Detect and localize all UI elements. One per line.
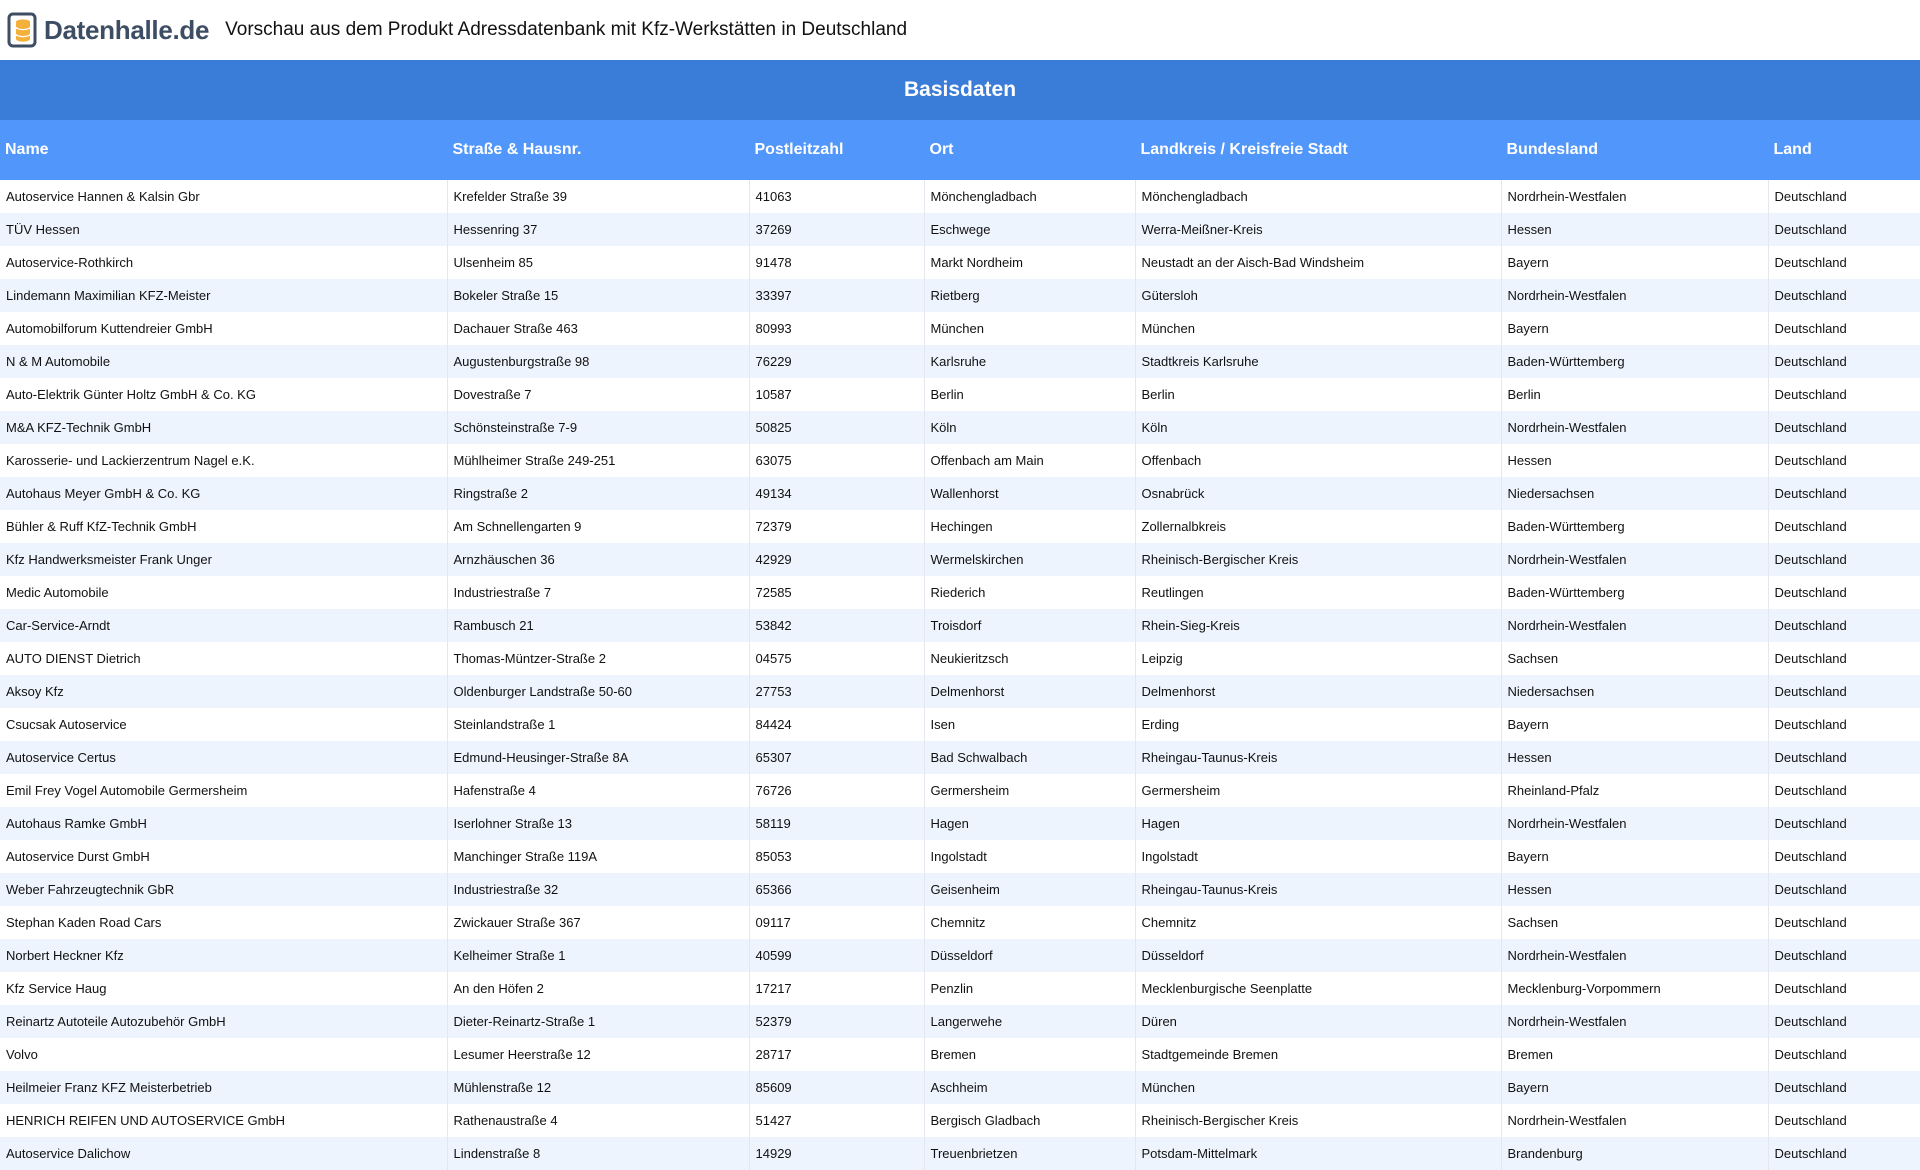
cell-street: Manchinger Straße 119A — [447, 840, 749, 873]
cell-city: Langerwehe — [924, 1005, 1135, 1038]
cell-zip: 58119 — [749, 807, 924, 840]
table-row[interactable] — [0, 939, 1920, 972]
cell-city: Geisenheim — [924, 873, 1135, 906]
cell-zip: 41063 — [749, 180, 924, 213]
cell-zip: 27753 — [749, 675, 924, 708]
cell-city: Offenbach am Main — [924, 444, 1135, 477]
cell-city: Germersheim — [924, 774, 1135, 807]
cell-state: Mecklenburg-Vorpommern — [1501, 972, 1768, 1005]
cell-country: Deutschland — [1768, 1005, 1920, 1038]
cell-name: HENRICH REIFEN UND AUTOSERVICE GmbH — [0, 1104, 447, 1137]
cell-country: Deutschland — [1768, 609, 1920, 642]
cell-name: Autoservice-Rothkirch — [0, 246, 447, 279]
cell-state: Berlin — [1501, 378, 1768, 411]
cell-city: Wallenhorst — [924, 477, 1135, 510]
cell-zip: 52379 — [749, 1005, 924, 1038]
cell-street: Hessenring 37 — [447, 213, 749, 246]
cell-city: Wermelskirchen — [924, 543, 1135, 576]
table-row[interactable] — [0, 1137, 1920, 1170]
cell-state: Niedersachsen — [1501, 675, 1768, 708]
cell-street: Edmund-Heusinger-Straße 8A — [447, 741, 749, 774]
cell-zip: 49134 — [749, 477, 924, 510]
cell-state: Bayern — [1501, 312, 1768, 345]
cell-country: Deutschland — [1768, 1137, 1920, 1170]
table-row[interactable] — [0, 510, 1920, 543]
table-row[interactable] — [0, 576, 1920, 609]
cell-district: Hagen — [1135, 807, 1501, 840]
table-row[interactable] — [0, 873, 1920, 906]
cell-district: Gütersloh — [1135, 279, 1501, 312]
column-header-zip[interactable]: Postleitzahl — [749, 120, 924, 180]
cell-state: Bremen — [1501, 1038, 1768, 1071]
cell-zip: 76726 — [749, 774, 924, 807]
table-row[interactable] — [0, 675, 1920, 708]
cell-city: Karlsruhe — [924, 345, 1135, 378]
cell-zip: 04575 — [749, 642, 924, 675]
cell-country: Deutschland — [1768, 279, 1920, 312]
column-header-district[interactable]: Landkreis / Kreisfreie Stadt — [1135, 120, 1501, 180]
cell-state: Nordrhein-Westfalen — [1501, 543, 1768, 576]
cell-district: Rhein-Sieg-Kreis — [1135, 609, 1501, 642]
cell-street: Schönsteinstraße 7-9 — [447, 411, 749, 444]
cell-zip: 28717 — [749, 1038, 924, 1071]
cell-city: Düsseldorf — [924, 939, 1135, 972]
cell-country: Deutschland — [1768, 708, 1920, 741]
cell-country: Deutschland — [1768, 345, 1920, 378]
cell-zip: 09117 — [749, 906, 924, 939]
cell-country: Deutschland — [1768, 543, 1920, 576]
cell-street: Thomas-Müntzer-Straße 2 — [447, 642, 749, 675]
cell-street: Dachauer Straße 463 — [447, 312, 749, 345]
table-row[interactable] — [0, 1038, 1920, 1071]
cell-district: München — [1135, 312, 1501, 345]
cell-street: Krefelder Straße 39 — [447, 180, 749, 213]
column-header-city[interactable]: Ort — [924, 120, 1135, 180]
cell-name: Kfz Handwerksmeister Frank Unger — [0, 543, 447, 576]
logo-text: Datenhalle.de — [44, 14, 210, 45]
cell-street: Rambusch 21 — [447, 609, 749, 642]
top-bar — [0, 0, 1920, 60]
table-row[interactable] — [0, 708, 1920, 741]
cell-country: Deutschland — [1768, 774, 1920, 807]
cell-name: Autoservice Certus — [0, 741, 447, 774]
group-header-row — [0, 60, 1920, 120]
cell-district: Delmenhorst — [1135, 675, 1501, 708]
table-row[interactable] — [0, 741, 1920, 774]
cell-zip: 63075 — [749, 444, 924, 477]
cell-country: Deutschland — [1768, 246, 1920, 279]
cell-state: Hessen — [1501, 873, 1768, 906]
cell-district: Leipzig — [1135, 642, 1501, 675]
cell-zip: 84424 — [749, 708, 924, 741]
cell-name: Karosserie- und Lackierzentrum Nagel e.K. — [0, 444, 447, 477]
cell-zip: 80993 — [749, 312, 924, 345]
column-header-country[interactable]: Land — [1768, 120, 1920, 180]
cell-name: TÜV Hessen — [0, 213, 447, 246]
table-row[interactable] — [0, 609, 1920, 642]
cell-district: Mönchengladbach — [1135, 180, 1501, 213]
cell-district: Stadtgemeinde Bremen — [1135, 1038, 1501, 1071]
cell-city: Ingolstadt — [924, 840, 1135, 873]
cell-state: Bayern — [1501, 1071, 1768, 1104]
column-header-row — [0, 120, 1920, 180]
cell-city: Delmenhorst — [924, 675, 1135, 708]
cell-district: Rheingau-Taunus-Kreis — [1135, 741, 1501, 774]
cell-street: Mühlheimer Straße 249-251 — [447, 444, 749, 477]
cell-street: Lindenstraße 8 — [447, 1137, 749, 1170]
cell-district: Ingolstadt — [1135, 840, 1501, 873]
table-row[interactable] — [0, 213, 1920, 246]
cell-state: Nordrhein-Westfalen — [1501, 1104, 1768, 1137]
cell-name: Kfz Service Haug — [0, 972, 447, 1005]
cell-country: Deutschland — [1768, 906, 1920, 939]
cell-state: Nordrhein-Westfalen — [1501, 411, 1768, 444]
table-row[interactable] — [0, 378, 1920, 411]
cell-state: Hessen — [1501, 741, 1768, 774]
cell-street: Zwickauer Straße 367 — [447, 906, 749, 939]
cell-country: Deutschland — [1768, 840, 1920, 873]
cell-state: Nordrhein-Westfalen — [1501, 279, 1768, 312]
cell-city: Bergisch Gladbach — [924, 1104, 1135, 1137]
cell-name: Automobilforum Kuttendreier GmbH — [0, 312, 447, 345]
cell-street: Kelheimer Straße 1 — [447, 939, 749, 972]
cell-zip: 50825 — [749, 411, 924, 444]
cell-city: Penzlin — [924, 972, 1135, 1005]
cell-state: Nordrhein-Westfalen — [1501, 609, 1768, 642]
cell-district: Rheinisch-Bergischer Kreis — [1135, 543, 1501, 576]
cell-zip: 76229 — [749, 345, 924, 378]
table-row[interactable] — [0, 807, 1920, 840]
cell-country: Deutschland — [1768, 1071, 1920, 1104]
cell-state: Sachsen — [1501, 906, 1768, 939]
cell-name: Volvo — [0, 1038, 447, 1071]
cell-district: Germersheim — [1135, 774, 1501, 807]
cell-country: Deutschland — [1768, 576, 1920, 609]
cell-district: Düren — [1135, 1005, 1501, 1038]
cell-state: Nordrhein-Westfalen — [1501, 180, 1768, 213]
cell-city: Rietberg — [924, 279, 1135, 312]
page-title: Vorschau aus dem Produkt Adressdatenbank mit Kfz-Werkstätten in Deutschland — [225, 19, 908, 40]
cell-city: München — [924, 312, 1135, 345]
cell-country: Deutschland — [1768, 642, 1920, 675]
cell-city: Treuenbrietzen — [924, 1137, 1135, 1170]
cell-zip: 17217 — [749, 972, 924, 1005]
cell-district: Zollernalbkreis — [1135, 510, 1501, 543]
cell-street: Mühlenstraße 12 — [447, 1071, 749, 1104]
cell-name: M&A KFZ-Technik GmbH — [0, 411, 447, 444]
cell-name: Heilmeier Franz KFZ Meisterbetrieb — [0, 1071, 447, 1104]
cell-street: Industriestraße 7 — [447, 576, 749, 609]
cell-name: Autohaus Meyer GmbH & Co. KG — [0, 477, 447, 510]
cell-district: Stadtkreis Karlsruhe — [1135, 345, 1501, 378]
table-row[interactable] — [0, 1104, 1920, 1137]
cell-zip: 14929 — [749, 1137, 924, 1170]
cell-zip: 51427 — [749, 1104, 924, 1137]
cell-zip: 91478 — [749, 246, 924, 279]
cell-district: Potsdam-Mittelmark — [1135, 1137, 1501, 1170]
data-table — [0, 60, 1920, 1170]
cell-city: Hagen — [924, 807, 1135, 840]
cell-name: Bühler & Ruff KfZ-Technik GmbH — [0, 510, 447, 543]
cell-district: Berlin — [1135, 378, 1501, 411]
cell-city: Eschwege — [924, 213, 1135, 246]
cell-name: Autoservice Dalichow — [0, 1137, 447, 1170]
cell-state: Bayern — [1501, 246, 1768, 279]
table-row[interactable] — [0, 840, 1920, 873]
cell-street: Ringstraße 2 — [447, 477, 749, 510]
cell-city: Troisdorf — [924, 609, 1135, 642]
cell-street: Bokeler Straße 15 — [447, 279, 749, 312]
cell-country: Deutschland — [1768, 411, 1920, 444]
cell-city: Berlin — [924, 378, 1135, 411]
cell-zip: 33397 — [749, 279, 924, 312]
table-body — [0, 180, 1920, 1170]
table-row[interactable] — [0, 543, 1920, 576]
cell-state: Baden-Württemberg — [1501, 510, 1768, 543]
cell-district: Osnabrück — [1135, 477, 1501, 510]
cell-city: Riederich — [924, 576, 1135, 609]
cell-country: Deutschland — [1768, 807, 1920, 840]
cell-district: Rheinisch-Bergischer Kreis — [1135, 1104, 1501, 1137]
cell-district: Düsseldorf — [1135, 939, 1501, 972]
cell-state: Rheinland-Pfalz — [1501, 774, 1768, 807]
cell-zip: 10587 — [749, 378, 924, 411]
column-header-name[interactable]: Name — [0, 120, 447, 180]
cell-street: Steinlandstraße 1 — [447, 708, 749, 741]
cell-city: Isen — [924, 708, 1135, 741]
cell-country: Deutschland — [1768, 675, 1920, 708]
table-row[interactable] — [0, 246, 1920, 279]
cell-city: Köln — [924, 411, 1135, 444]
cell-state: Hessen — [1501, 444, 1768, 477]
cell-city: Neukieritzsch — [924, 642, 1135, 675]
cell-country: Deutschland — [1768, 873, 1920, 906]
cell-name: Lindemann Maximilian KFZ-Meister — [0, 279, 447, 312]
cell-district: Chemnitz — [1135, 906, 1501, 939]
cell-state: Baden-Württemberg — [1501, 345, 1768, 378]
cell-zip: 72379 — [749, 510, 924, 543]
cell-district: Erding — [1135, 708, 1501, 741]
cell-name: Reinartz Autoteile Autozubehör GmbH — [0, 1005, 447, 1038]
table-row[interactable] — [0, 1005, 1920, 1038]
cell-country: Deutschland — [1768, 939, 1920, 972]
cell-country: Deutschland — [1768, 444, 1920, 477]
cell-city: Hechingen — [924, 510, 1135, 543]
table-row[interactable] — [0, 1071, 1920, 1104]
cell-state: Brandenburg — [1501, 1137, 1768, 1170]
group-header-basisdaten: Basisdaten — [0, 60, 1920, 120]
table-row[interactable] — [0, 312, 1920, 345]
cell-name: Emil Frey Vogel Automobile Germersheim — [0, 774, 447, 807]
cell-country: Deutschland — [1768, 180, 1920, 213]
cell-city: Mönchengladbach — [924, 180, 1135, 213]
table-row[interactable] — [0, 477, 1920, 510]
cell-country: Deutschland — [1768, 741, 1920, 774]
logo[interactable] — [6, 10, 209, 50]
table-row[interactable] — [0, 411, 1920, 444]
cell-district: Reutlingen — [1135, 576, 1501, 609]
cell-name: AUTO DIENST Dietrich — [0, 642, 447, 675]
cell-state: Nordrhein-Westfalen — [1501, 1005, 1768, 1038]
cell-zip: 85053 — [749, 840, 924, 873]
cell-state: Hessen — [1501, 213, 1768, 246]
cell-zip: 42929 — [749, 543, 924, 576]
cell-street: Dovestraße 7 — [447, 378, 749, 411]
cell-zip: 72585 — [749, 576, 924, 609]
cell-name: Autoservice Hannen & Kalsin Gbr — [0, 180, 447, 213]
cell-country: Deutschland — [1768, 972, 1920, 1005]
cell-city: Aschheim — [924, 1071, 1135, 1104]
cell-state: Baden-Württemberg — [1501, 576, 1768, 609]
cell-street: Rathenaustraße 4 — [447, 1104, 749, 1137]
cell-country: Deutschland — [1768, 213, 1920, 246]
cell-name: Csucsak Autoservice — [0, 708, 447, 741]
cell-zip: 37269 — [749, 213, 924, 246]
cell-district: München — [1135, 1071, 1501, 1104]
cell-country: Deutschland — [1768, 510, 1920, 543]
cell-name: Medic Automobile — [0, 576, 447, 609]
cell-country: Deutschland — [1768, 312, 1920, 345]
cell-name: Car-Service-Arndt — [0, 609, 447, 642]
cell-district: Rheingau-Taunus-Kreis — [1135, 873, 1501, 906]
cell-street: Am Schnellengarten 9 — [447, 510, 749, 543]
cell-city: Chemnitz — [924, 906, 1135, 939]
cell-street: Industriestraße 32 — [447, 873, 749, 906]
column-header-state[interactable]: Bundesland — [1501, 120, 1768, 180]
cell-state: Sachsen — [1501, 642, 1768, 675]
column-header-street[interactable]: Straße & Hausnr. — [447, 120, 749, 180]
cell-street: Dieter-Reinartz-Straße 1 — [447, 1005, 749, 1038]
cell-street: Ulsenheim 85 — [447, 246, 749, 279]
cell-zip: 65366 — [749, 873, 924, 906]
cell-name: Stephan Kaden Road Cars — [0, 906, 447, 939]
cell-street: Oldenburger Landstraße 50-60 — [447, 675, 749, 708]
cell-name: Autoservice Durst GmbH — [0, 840, 447, 873]
cell-zip: 53842 — [749, 609, 924, 642]
cell-street: Iserlohner Straße 13 — [447, 807, 749, 840]
cell-district: Neustadt an der Aisch-Bad Windsheim — [1135, 246, 1501, 279]
cell-city: Bad Schwalbach — [924, 741, 1135, 774]
cell-state: Bayern — [1501, 708, 1768, 741]
cell-state: Bayern — [1501, 840, 1768, 873]
cell-name: Autohaus Ramke GmbH — [0, 807, 447, 840]
table-row[interactable] — [0, 906, 1920, 939]
cell-district: Mecklenburgische Seenplatte — [1135, 972, 1501, 1005]
cell-country: Deutschland — [1768, 1038, 1920, 1071]
cell-city: Markt Nordheim — [924, 246, 1135, 279]
cell-state: Nordrhein-Westfalen — [1501, 939, 1768, 972]
cell-district: Köln — [1135, 411, 1501, 444]
cell-name: Weber Fahrzeugtechnik GbR — [0, 873, 447, 906]
table-row[interactable] — [0, 642, 1920, 675]
cell-name: Auto-Elektrik Günter Holtz GmbH & Co. KG — [0, 378, 447, 411]
table-row[interactable] — [0, 972, 1920, 1005]
cell-street: An den Höfen 2 — [447, 972, 749, 1005]
cell-district: Werra-Meißner-Kreis — [1135, 213, 1501, 246]
cell-name: Aksoy Kfz — [0, 675, 447, 708]
data-table-container — [0, 60, 1920, 1170]
cell-country: Deutschland — [1768, 477, 1920, 510]
cell-street: Hafenstraße 4 — [447, 774, 749, 807]
cell-country: Deutschland — [1768, 1104, 1920, 1137]
table-row[interactable] — [0, 345, 1920, 378]
cell-street: Arnzhäuschen 36 — [447, 543, 749, 576]
table-row[interactable] — [0, 279, 1920, 312]
database-icon — [6, 11, 40, 49]
cell-state: Nordrhein-Westfalen — [1501, 807, 1768, 840]
cell-zip: 85609 — [749, 1071, 924, 1104]
cell-state: Niedersachsen — [1501, 477, 1768, 510]
cell-street: Augustenburgstraße 98 — [447, 345, 749, 378]
table-row[interactable] — [0, 774, 1920, 807]
cell-name: Norbert Heckner Kfz — [0, 939, 447, 972]
cell-name: N & M Automobile — [0, 345, 447, 378]
cell-district: Offenbach — [1135, 444, 1501, 477]
table-row[interactable] — [0, 444, 1920, 477]
cell-street: Lesumer Heerstraße 12 — [447, 1038, 749, 1071]
cell-zip: 40599 — [749, 939, 924, 972]
cell-country: Deutschland — [1768, 378, 1920, 411]
cell-zip: 65307 — [749, 741, 924, 774]
cell-city: Bremen — [924, 1038, 1135, 1071]
table-row[interactable] — [0, 180, 1920, 213]
